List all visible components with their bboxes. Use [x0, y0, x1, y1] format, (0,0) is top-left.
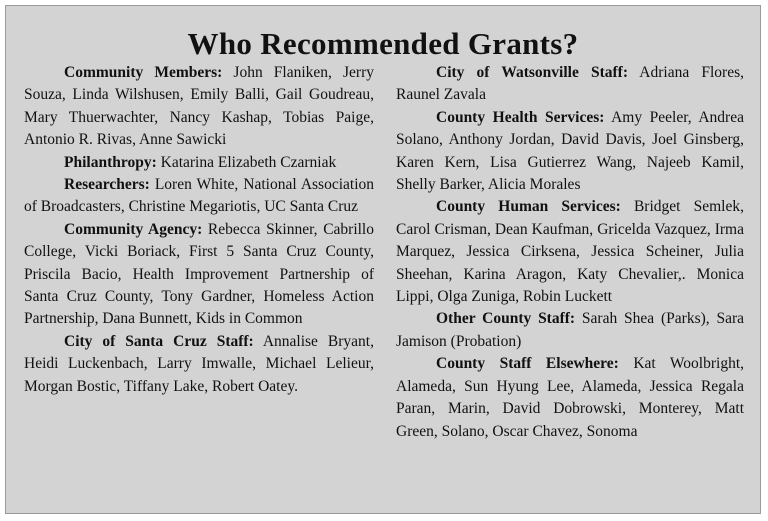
entry-label: City of Watsonville Staff: [436, 64, 628, 81]
entry-other-county-staff [396, 308, 744, 353]
left-column [24, 62, 374, 398]
entry-label: City of Santa Cruz Staff: [64, 332, 254, 350]
entry-names: John Flaniken, Jerry Souza, Linda Wilshusen, Emily Balli, Gail Goudreau, Mary Thuerwachter, Nancy Kashap, Tobias Paige, Antonio R. Rivas, Anne Sawicki [24, 64, 374, 149]
entry-label: County Staff Elsewhere: [436, 355, 619, 373]
entry-researchers [24, 174, 374, 219]
entry-label: County Health Services: [436, 108, 605, 126]
entry-names: Kat Woolbright, Alameda, Sun Hyung Lee, Alameda, Jessica Regala Paran, Marin, David Dobrowski, Monterey, Matt Green, Solano, Oscar Chavez, Sonoma [396, 355, 745, 440]
entry-label: Researchers: [64, 176, 150, 194]
entry-city-santa-cruz-staff [24, 331, 374, 398]
entry-label: Community Members: [64, 64, 223, 81]
entry-names: Rebecca Skinner, Cabrillo College, Vicki Boriack, First 5 Santa Cruz County, Priscila Bacio, Health Improvement Partnership of Santa Cruz County, Tony Gardner, Homeless Action Partnership, Dana Bunnett, Kids in Common [24, 220, 374, 328]
right-column [396, 62, 744, 443]
entry-names: Amy Peeler, Andrea Solano, Anthony Jordan, David Davis, Joel Ginsberg, Karen Kern, Lisa Gutierrez Wang, Najeeb Kamil, Shelly Barker, Alicia Morales [396, 108, 744, 194]
entry-community-members [24, 62, 374, 152]
entry-label: Philanthropy: [64, 153, 157, 171]
entry-names: Bridget Semlek, Carol Crisman, Dean Kaufman, Gricelda Vazquez, Irma Marquez, Jessica Cirksena, Jessica Scheiner, Julia Sheehan, Karina Aragon, Katy Chevalier,. Monica Lippi, Olga Zuniga, Robin Luckett [396, 198, 744, 306]
entry-community-agency [24, 219, 374, 331]
entry-names: Loren White, National Association of Broadcasters, Christine Megariotis, UC Santa Cruz [24, 176, 375, 216]
entry-names: Katarina Elizabeth Czarniak [160, 153, 337, 171]
entry-label: Community Agency: [64, 220, 203, 238]
entry-philanthropy [24, 152, 374, 174]
entry-names: Annalise Bryant, Heidi Luckenbach, Larry Imwalle, Michael Lelieur, Morgan Bostic, Tiffany Lake, Robert Oatey. [24, 332, 374, 395]
entry-county-human-services [396, 196, 744, 308]
recommenders-sidebar [5, 5, 761, 514]
sidebar-title: Who Recommended Grants? [187, 26, 579, 61]
entry-county-staff-elsewhere [396, 353, 744, 443]
entry-city-watsonville-staff [396, 62, 744, 107]
entry-label: County Human Services: [436, 198, 621, 216]
entry-label: Other County Staff: [436, 310, 576, 328]
entry-county-health-services [396, 107, 744, 197]
entry-names: Sarah Shea (Parks), Sara Jamison (Probation) [396, 310, 745, 350]
entry-names: Adriana Flores, Raunel Zavala [396, 64, 744, 104]
